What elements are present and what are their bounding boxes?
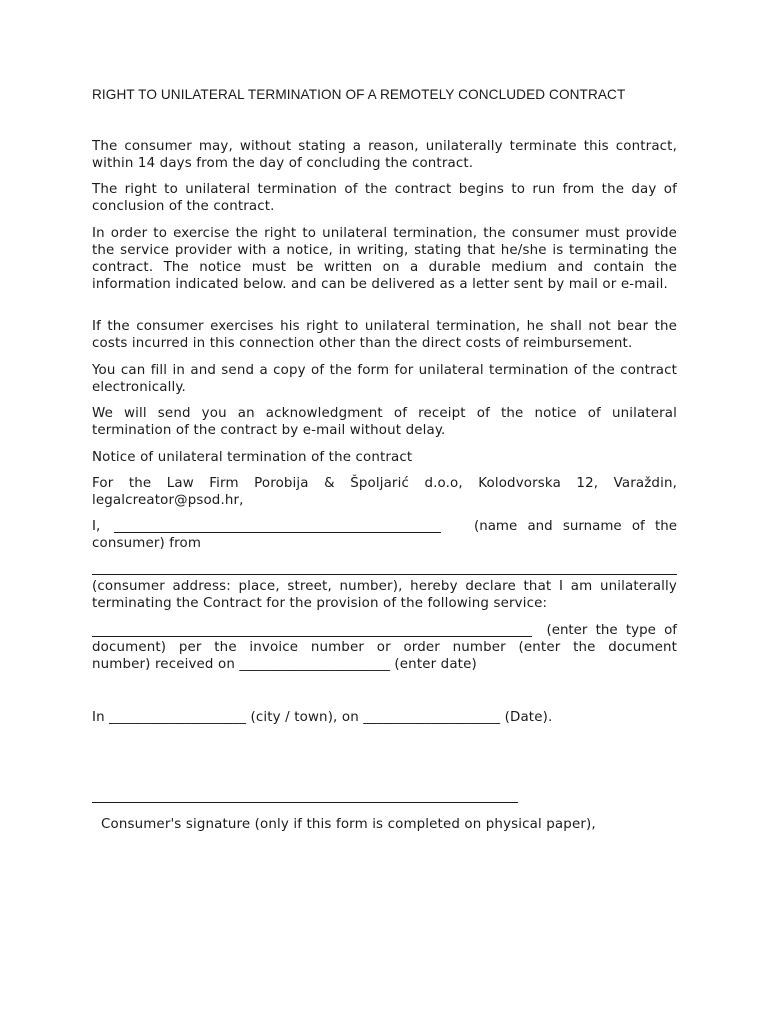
received-date-hint: (enter date) [394,657,477,672]
name-prefix: I, [92,519,101,534]
received-on-label: number) received on [92,657,235,672]
date-blank[interactable]: ____________________ [363,710,501,725]
consumer-name-blank[interactable] [114,518,441,533]
signature-label: Consumer's signature (only if this form is completed on physical paper), [101,817,596,832]
service-hint: (enter the type of [546,623,677,638]
consumer-name-row [92,518,677,535]
paragraph-period-start: The right to unilateral termination of the contract begins to run from the day of conclusion of the contract. [92,182,677,214]
received-on-row [92,656,477,673]
notice-recipient: For the Law Firm Porobija & Špoljarić d.o.o, Kolodvorska 12, Varaždin, [92,476,677,491]
paragraph-exercise-right: In order to exercise the right to unilateral termination, the consumer must provide the service provider with a notice, in writing, stating that he/she is terminating the contract. The notice must be written on a durable medium and contain the information indicated below. and can be delivered as a letter sent by mail or e-mail. [92,226,677,292]
city-hint: (city / town), on [250,710,359,725]
place-prefix: In [92,710,105,725]
paragraph-acknowledgment: We will send you an acknowledgment of receipt of the notice of unilateral termination of the contract by e-mail without delay. [92,406,677,438]
received-date-blank[interactable]: ______________________ [239,657,390,672]
place-date-row [92,709,552,726]
address-hint: (consumer address: place, street, number), hereby declare that I am unilaterally terminating the Contract for the provision of the following service: [92,579,677,611]
consumer-address-blank[interactable] [92,574,677,575]
notice-recipient-email: legalcreator@psod.hr, [92,493,244,508]
signature-line[interactable] [92,802,518,803]
date-hint: (Date). [504,710,553,725]
service-row [92,622,677,639]
service-hint-document: document) per the invoice number or order number (enter the document [92,640,677,655]
paragraph-costs: If the consumer exercises his right to unilateral termination, he shall not bear the costs incurred in this connection other than the direct costs of reimbursement. [92,319,677,351]
name-hint: (name and surname of the [473,519,677,534]
notice-heading: Notice of unilateral termination of the contract [92,450,413,465]
city-blank[interactable]: ____________________ [109,710,247,725]
paragraph-withdrawal-period: The consumer may, without stating a reason, unilaterally terminate this contract, within 14 days from the day of concluding the contract. [92,139,677,171]
name-hint-continued: consumer) from [92,536,202,551]
paragraph-electronic-form: You can fill in and send a copy of the form for unilateral termination of the contract electronically. [92,363,677,395]
document-title: RIGHT TO UNILATERAL TERMINATION OF A REMOTELY CONCLUDED CONTRACT [92,87,626,102]
service-type-blank[interactable] [92,622,532,637]
